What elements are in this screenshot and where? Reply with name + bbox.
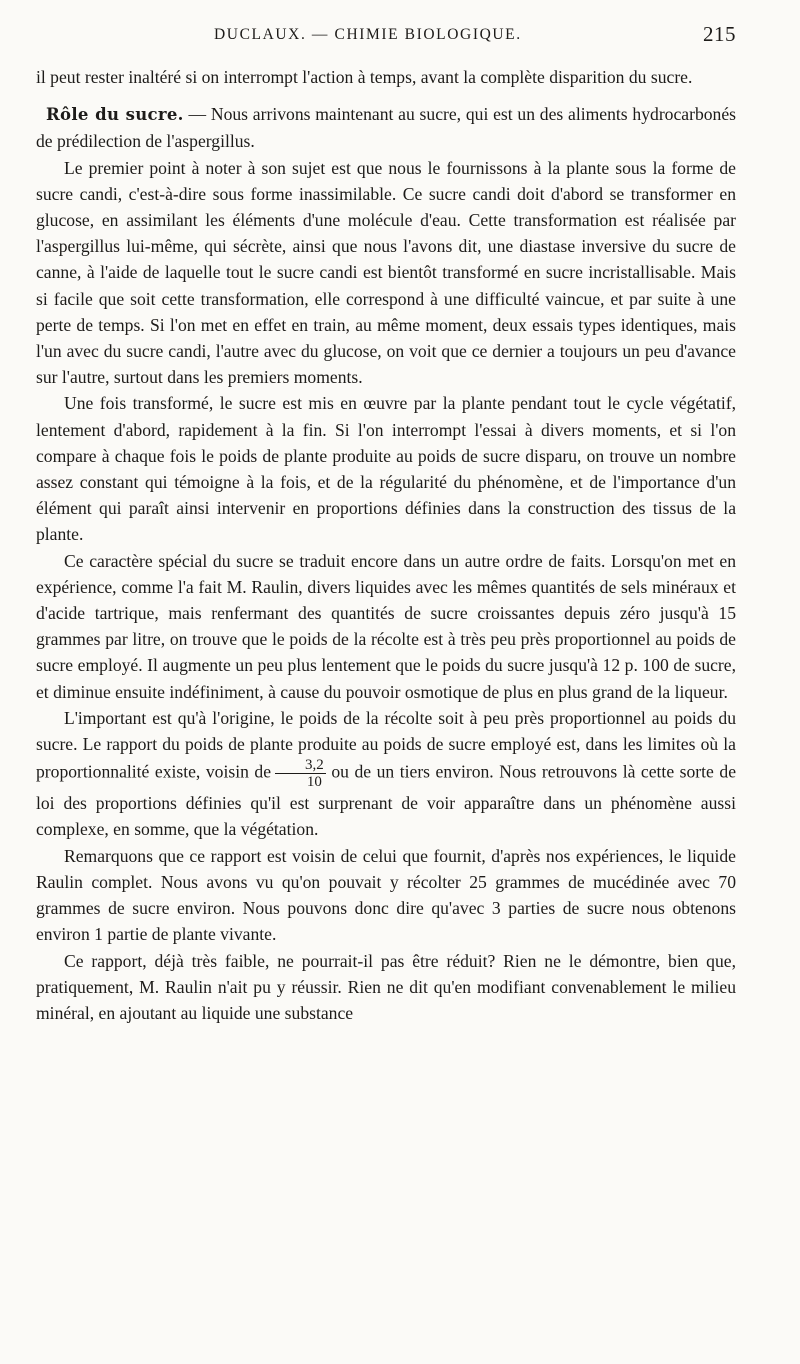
page-header — [36, 22, 736, 58]
fraction-numerator: 3,2 — [275, 757, 326, 774]
paragraph: Ce caractère spécial du sucre se traduit encore dans un autre ordre de faits. Lorsqu'on met en expérience, comme l'a fait M. Raulin, divers liquides avec les mêmes quantités de sels minéraux et d'acide tartrique, mais renfermant des quantités de sucre croissantes depuis zéro jusqu'à 15 grammes par litre, on trouve que le poids de la récolte est à très peu près proportionnel au poids de sucre employé. Il augmente un peu plus lentement que le poids du sucre jusqu'à 12 p. 100 de sucre, et diminue ensuite indéfiniment, à cause du pouvoir osmotique de plus en plus grand de la liqueur. — [36, 550, 736, 702]
page-number: 215 — [703, 22, 736, 46]
paragraph-text: ou de un tiers environ. Nous retrouvons là cette sorte de loi des proportions définies qu'il est surprenant de voir apparaître dans un phénomène aussi complexe, en somme, que la végétation. — [36, 761, 737, 840]
paragraph-ratio — [36, 705, 736, 843]
fraction-denominator: 10 — [306, 774, 322, 791]
ratio-fraction — [275, 757, 326, 790]
paragraph-text: L'important est qu'à l'origine, le poids de la récolte soit à peu près proportionnel au poids du sucre. Le rapport du poids de plante produite au poids de sucre employé est, dans les limites où la proportionnalité existe, voisin de — [36, 707, 736, 782]
paragraph-continuation: il peut rester inaltéré si on interrompt l'action à temps, avant la complète disparition du sucre. — [36, 67, 693, 87]
paragraph-text: — Nous arrivons maintenant au sucre, qui est un des aliments hydrocarbonés de prédilection de l'aspergillus. — [36, 104, 736, 152]
paragraph: Une fois transformé, le sucre est mis en œuvre par la plante pendant tout le cycle végétatif, lentement d'abord, rapidement à la fin. Si l'on interrompt l'essai à divers moments, et si l'on compare à chaque fois le poids de plante produite au poids de sucre disparu, on trouve un nombre assez constant qui témoigne à la fois, et de la régularité du phénomène, et de l'importance d'un élément qui paraît ainsi intervenir en proportions définies dans la construction des tissus de la plante. — [36, 393, 736, 545]
paragraph: Remarquons que ce rapport est voisin de celui que fournit, d'après nos expériences, le liquide Raulin complet. Nous avons vu qu'on pouvait y récolter 25 grammes de mucédinée avec 70 grammes de sucre environ. Nous pouvons donc dire qu'avec 3 parties de sucre nous obtenons environ 1 partie de plante vivante. — [36, 845, 736, 945]
paragraph: Ce rapport, déjà très faible, ne pourrait-il pas être réduit? Rien ne le démontre, bien que, pratiquement, M. Raulin n'ait pu y réussir. Rien ne dit qu'en modifiant convenablement le milieu minéral, en ajoutant au liquide une substance — [36, 950, 736, 1023]
paragraph-role-du-sucre — [36, 101, 736, 154]
paragraph: Le premier point à noter à son sujet est que nous le fournissons à la plante sous la forme de sucre candi, c'est-à-dire sous forme inassimilable. Ce sucre candi doit d'abord se transformer en glucose, en assimilant les éléments d'une molécule d'eau. Cette transformation est réalisée par l'aspergillus lui-même, qui sécrète, ainsi que nous l'avons dit, une diastase inversive du sucre de canne, à l'aide de laquelle tout le sucre candi est bientôt transformé en sucre incristallisable. Mais si facile que soit cette transformation, elle correspond à une difficulté vaincue, et par suite à une perte de temps. Si l'on met en effet en train, au même moment, deux essais types identiques, mais l'un avec du sucre candi, l'autre avec du glucose, on voit que ce dernier a toujours un peu d'avance sur l'autre, surtout dans les premiers moments. — [36, 157, 736, 388]
running-head: DUCLAUX. — CHIMIE BIOLOGIQUE. — [214, 26, 522, 43]
section-title: Rôle du sucre. — [46, 105, 184, 125]
body-text — [36, 64, 736, 1026]
